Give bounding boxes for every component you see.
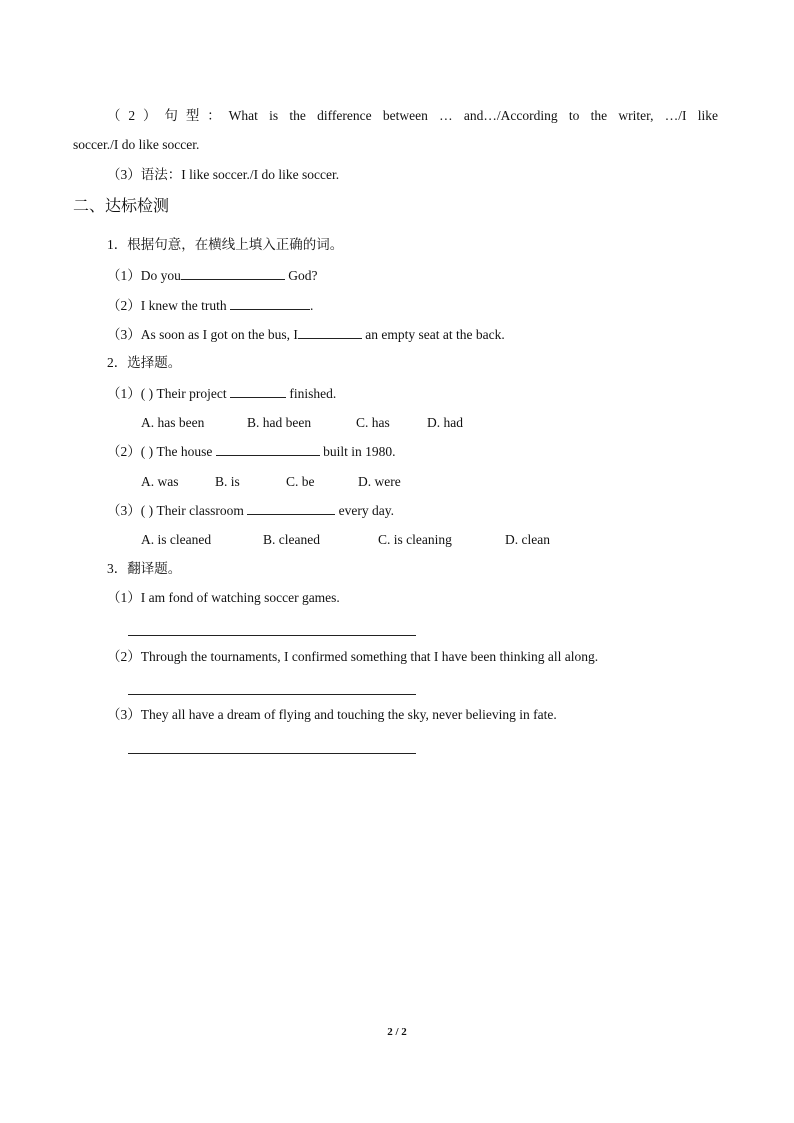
option-b[interactable]: B. had been xyxy=(247,415,312,430)
option-b[interactable]: B. cleaned xyxy=(263,532,320,547)
pattern-text: What is the difference between … and…/According to the writer, …/I like xyxy=(228,108,718,123)
fill-blank[interactable] xyxy=(298,325,362,339)
q1-heading: 1．根据句意，在横线上填入正确的词。 xyxy=(107,237,344,252)
q2-item-3: （3）( ) Their classroom every day. xyxy=(107,503,394,518)
option-c[interactable]: C. has xyxy=(356,415,390,430)
pattern-label: （2）句型： xyxy=(107,108,229,123)
option-d[interactable]: D. had xyxy=(427,415,463,430)
answer-line[interactable] xyxy=(128,694,416,695)
option-b[interactable]: B. is xyxy=(215,474,240,489)
grammar-line xyxy=(107,166,339,184)
grammar-label: （3）语法： xyxy=(107,167,182,182)
q1-item-3: （3）As soon as I got on the bus, I an empty seat at the back. xyxy=(107,327,505,342)
option-a[interactable]: A. was xyxy=(141,474,179,489)
q2-item-1-options xyxy=(141,414,463,432)
q3-heading: 3．翻译题。 xyxy=(107,561,182,576)
option-a[interactable]: A. has been xyxy=(141,415,205,430)
q3-item-2: （2）Through the tournaments, I confirmed something that I have been thinking all along. xyxy=(107,649,599,664)
q3-item-3: （3）They all have a dream of flying and touching the sky, never believing in fate. xyxy=(107,707,557,722)
q2-heading: 2．选择题。 xyxy=(107,355,182,370)
q3-item-1: （1）I am fond of watching soccer games. xyxy=(107,590,340,605)
q1-item-1: （1）Do you God? xyxy=(107,268,318,283)
pattern-line-1 xyxy=(107,107,718,125)
answer-paren[interactable]: ( ) xyxy=(140,503,154,518)
grammar-text: I like soccer./I do like soccer. xyxy=(181,167,340,182)
q2-item-1: （1）( ) Their project finished. xyxy=(107,386,337,401)
answer-paren[interactable]: ( ) xyxy=(140,386,154,401)
fill-blank[interactable] xyxy=(230,296,310,310)
option-c[interactable]: C. be xyxy=(286,474,315,489)
option-d[interactable]: D. were xyxy=(358,474,401,489)
answer-paren[interactable]: ( ) xyxy=(140,444,154,459)
option-d[interactable]: D. clean xyxy=(505,532,550,547)
page-number: 2 / 2 xyxy=(387,1026,407,1038)
fill-blank[interactable] xyxy=(230,384,286,398)
answer-line[interactable] xyxy=(128,753,416,754)
q1-item-2: （2）I knew the truth . xyxy=(107,298,314,313)
answer-line[interactable] xyxy=(128,635,416,636)
fill-blank[interactable] xyxy=(216,442,320,456)
q2-item-2-options xyxy=(141,473,401,491)
option-a[interactable]: A. is cleaned xyxy=(141,532,212,547)
q2-item-3-options xyxy=(141,531,550,549)
section-title: 二、达标检测 xyxy=(73,196,170,215)
q2-item-2: （2）( ) The house built in 1980. xyxy=(107,444,396,459)
fill-blank[interactable] xyxy=(247,501,335,515)
fill-blank[interactable] xyxy=(181,266,285,280)
pattern-line-2: soccer./I do like soccer. xyxy=(73,137,200,152)
option-c[interactable]: C. is cleaning xyxy=(378,532,452,547)
